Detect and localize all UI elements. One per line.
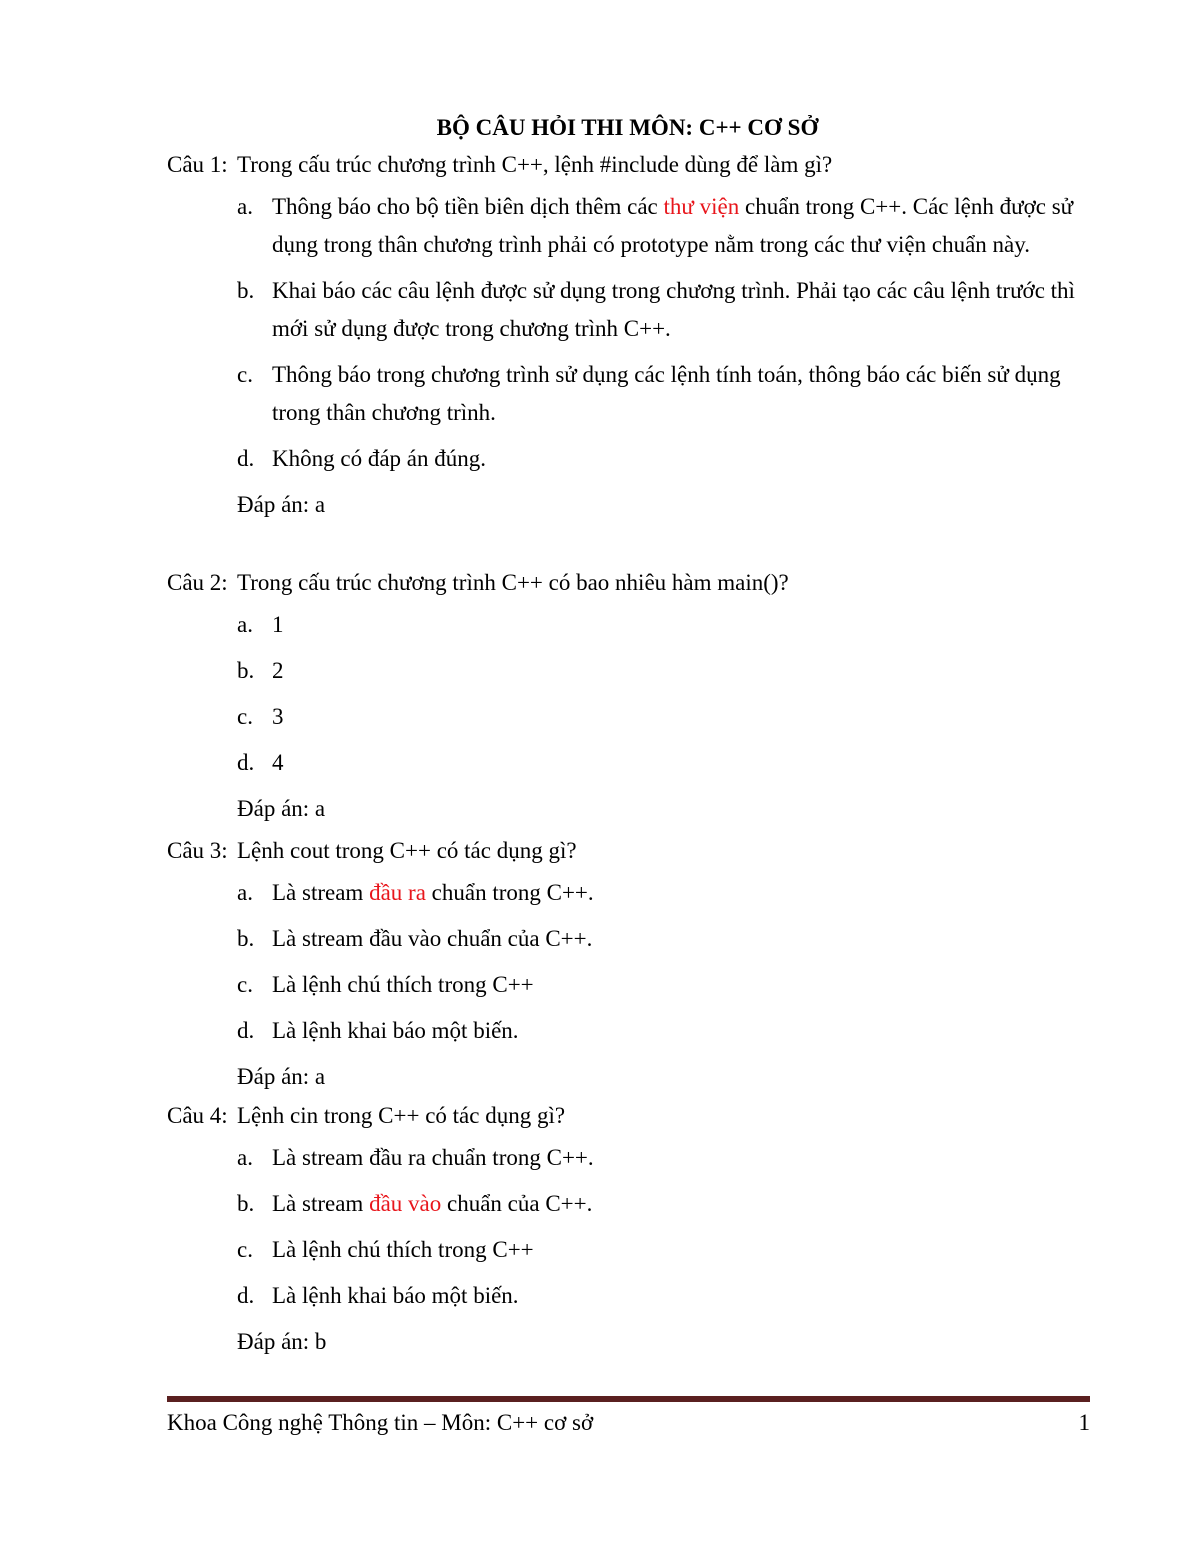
question-1 [167, 150, 1092, 524]
option-letter: b. [237, 926, 255, 951]
answer-label: Đáp án: [237, 492, 310, 517]
option-text: Khai báo các câu lệnh được sử dụng trong chương trình. Phải tạo các câu lệnh trước thì mới sử dụng được trong chương trình C++. [272, 278, 1075, 341]
option-b [237, 652, 1092, 690]
option-text: Là stream đầu vào chuẩn của C++. [272, 1191, 593, 1216]
option-a [237, 1139, 1092, 1177]
question-number: Câu 4: [167, 1103, 228, 1128]
option-text: Là stream đầu vào chuẩn của C++. [272, 926, 593, 951]
answer-value: a [314, 1064, 326, 1089]
option-list [167, 188, 1092, 478]
option-letter: c. [237, 1237, 253, 1262]
option-letter: b. [237, 1191, 255, 1216]
highlighted-term: thư viện [663, 194, 740, 219]
option-text: 2 [272, 658, 284, 683]
option-text: Là lệnh khai báo một biến. [272, 1283, 519, 1308]
option-text: Thông báo trong chương trình sử dụng các lệnh tính toán, thông báo các biến sử dụng trong thân chương trình. [272, 362, 1061, 425]
question-4 [167, 1101, 1092, 1361]
option-text: 3 [272, 704, 284, 729]
option-letter: a. [237, 194, 253, 219]
question-text: Trong cấu trúc chương trình C++ có bao nhiêu hàm main()? [237, 570, 789, 595]
question-stem [167, 1101, 1092, 1131]
page-number: 1 [1078, 1410, 1090, 1435]
option-c [237, 1231, 1092, 1269]
answer-line [237, 1058, 1092, 1096]
option-text: Không có đáp án đúng. [272, 446, 486, 471]
option-text: 1 [272, 612, 284, 637]
option-b [237, 920, 1092, 958]
option-list [167, 606, 1092, 782]
footer-text: Khoa Công nghệ Thông tin – Môn: C++ cơ sở [167, 1410, 594, 1435]
page-footer [167, 1408, 1090, 1438]
answer-value: a [314, 492, 326, 517]
question-3 [167, 836, 1092, 1096]
question-text: Lệnh cout trong C++ có tác dụng gì? [237, 838, 577, 863]
option-letter: a. [237, 612, 253, 637]
option-letter: c. [237, 972, 253, 997]
answer-label: Đáp án: [237, 1064, 310, 1089]
option-text: Là stream đầu ra chuẩn trong C++. [272, 1145, 594, 1170]
option-a [237, 874, 1092, 912]
question-stem [167, 568, 1092, 598]
option-text: Là stream đầu ra chuẩn trong C++. [272, 880, 594, 905]
option-d [237, 1277, 1092, 1315]
option-letter: d. [237, 1018, 255, 1043]
answer-line [237, 486, 1092, 524]
option-a [237, 606, 1092, 644]
option-letter: a. [237, 1145, 253, 1170]
option-text: 4 [272, 750, 284, 775]
question-stem [167, 836, 1092, 866]
question-number: Câu 1: [167, 152, 228, 177]
option-c [237, 966, 1092, 1004]
option-d [237, 440, 1092, 478]
option-b [237, 272, 1092, 348]
footer-divider [167, 1396, 1090, 1402]
option-c [237, 698, 1092, 736]
answer-value: b [314, 1329, 327, 1354]
option-text: Là lệnh khai báo một biến. [272, 1018, 519, 1043]
option-list [167, 874, 1092, 1050]
highlighted-term: đầu vào [369, 1191, 442, 1216]
option-text: Là lệnh chú thích trong C++ [272, 972, 534, 997]
option-text: Thông báo cho bộ tiền biên dịch thêm các thư viện chuẩn trong C++. Các lệnh được sử dụng trong thân chương trình phải có prototype nằm trong các thư viện chuẩn này. [272, 194, 1074, 257]
question-stem [167, 150, 1092, 180]
option-letter: b. [237, 658, 255, 683]
option-a [237, 188, 1092, 264]
option-letter: c. [237, 704, 253, 729]
answer-value: a [314, 796, 326, 821]
question-text: Trong cấu trúc chương trình C++, lệnh #include dùng để làm gì? [237, 152, 833, 177]
option-letter: d. [237, 446, 255, 471]
answer-line [237, 790, 1092, 828]
answer-label: Đáp án: [237, 796, 310, 821]
option-b [237, 1185, 1092, 1223]
option-letter: b. [237, 278, 255, 303]
option-text: Là lệnh chú thích trong C++ [272, 1237, 534, 1262]
option-letter: c. [237, 362, 253, 387]
answer-line [237, 1323, 1092, 1361]
question-2 [167, 568, 1092, 828]
option-letter: d. [237, 1283, 255, 1308]
option-letter: a. [237, 880, 253, 905]
option-letter: d. [237, 750, 255, 775]
option-d [237, 744, 1092, 782]
option-d [237, 1012, 1092, 1050]
highlighted-term: đầu ra [369, 880, 426, 905]
question-text: Lệnh cin trong C++ có tác dụng gì? [237, 1103, 566, 1128]
question-number: Câu 3: [167, 838, 228, 863]
question-number: Câu 2: [167, 570, 228, 595]
option-list [167, 1139, 1092, 1315]
page-title: BỘ CÂU HỎI THI MÔN: C++ CƠ SỞ [436, 115, 819, 140]
option-c [237, 356, 1092, 432]
answer-label: Đáp án: [237, 1329, 310, 1354]
